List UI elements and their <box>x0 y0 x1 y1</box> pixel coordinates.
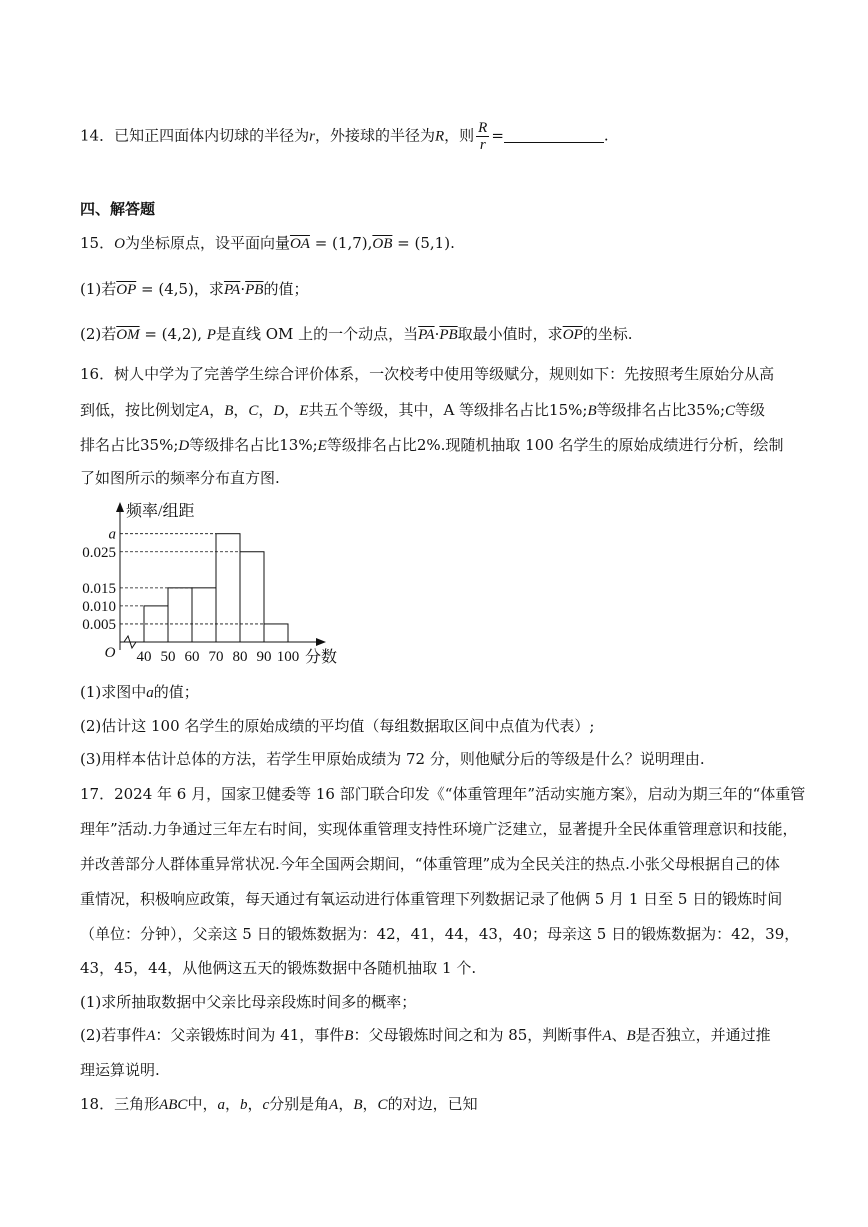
q16-l2-o: 等级 <box>735 401 766 419</box>
q15-dot-2: · <box>434 325 440 343</box>
q18-a: 18．三角形 <box>80 1095 160 1113</box>
q15-p2-mid-2: 取最小值时，求 <box>457 325 563 343</box>
q14-frac-num: R <box>478 120 488 136</box>
q18-angle-B: B <box>353 1097 363 1113</box>
q16-l2-c: ， <box>209 401 225 419</box>
q16-line-4: 了如图所示的频率分布直方图. <box>80 469 280 487</box>
q15-p1-mid: ，求 <box>193 280 224 298</box>
q17-event-A: A <box>146 1028 156 1044</box>
q14-text-3: ，则 <box>444 126 475 145</box>
q18-stem <box>80 1094 478 1115</box>
q14-r: r <box>309 128 315 145</box>
q14-fraction <box>476 120 489 153</box>
q17-line-3: 并改善部分人群体重异常状况.今年全国两会期间，“体重管理”成为全民关注的热点.小张父母根据自己的体 <box>80 855 780 873</box>
q15-part-1 <box>80 279 308 300</box>
q18-side-c: c <box>262 1097 270 1113</box>
q15-number: 15． <box>80 234 115 252</box>
q15-p1-val: = (4,5) <box>136 280 194 298</box>
q18-e: ， <box>224 1095 240 1113</box>
x-tick-label-2: 60 <box>184 649 200 665</box>
q16-line-1: 16．树人中学为了完善学生综合评价体系，一次校考中使用等级赋分，规则如下：先按照考生原始分从高 <box>80 365 775 383</box>
histogram-bar-3 <box>216 534 240 642</box>
histogram-bar-5 <box>264 624 288 642</box>
q14-equals: = <box>491 126 504 145</box>
q15-val-1: = (1,7), <box>309 234 373 252</box>
q15-vec-PB-2: $\overline{PB}$ <box>439 327 458 343</box>
q16-l2-k: 共五个等级，其中，A 等级排名占比15%; <box>308 401 588 419</box>
q17-event-B: B <box>344 1028 354 1044</box>
q14-number: 14． <box>80 126 115 145</box>
q14-answer-blank[interactable] <box>504 128 604 143</box>
histogram-bar-2 <box>192 588 216 642</box>
q18-m: ， <box>362 1095 378 1113</box>
y-tick-label-1: 0.010 <box>82 598 116 615</box>
q18-triangle: ABC <box>159 1097 188 1113</box>
q18-angle-C: C <box>377 1097 388 1113</box>
q16-part-1 <box>80 682 199 703</box>
q16-grade-B-2: B <box>587 403 597 419</box>
q16-grade-C-2: C <box>725 403 736 419</box>
q16-l2-g: ， <box>258 401 274 419</box>
q15-dot: · <box>240 280 246 298</box>
q14-frac-den: r <box>479 137 486 153</box>
q15-stem <box>80 233 455 254</box>
q18-angle-A: A <box>329 1097 339 1113</box>
q15-vec-PA-2: $\overline{PA}$ <box>418 327 435 343</box>
x-axis-label: 分数 <box>305 649 338 666</box>
q14-R: R <box>434 128 445 145</box>
q16-grade-C: C <box>248 403 259 419</box>
q15-p2-pre: (2)若 <box>80 325 117 343</box>
q16-grade-D: D <box>273 403 285 419</box>
q16-part-2: (2)估计这 100 名学生的原始成绩的平均值（每组数据取区间中点值为代表）; <box>80 717 595 735</box>
q16-l2-a: 到低，按比例划定 <box>80 401 201 419</box>
q15-p1-pre: (1)若 <box>80 280 117 298</box>
q16-grade-A: A <box>200 403 210 419</box>
q16-l2-e: ， <box>233 401 249 419</box>
q16-l2-i: ， <box>284 401 300 419</box>
q18-g: ， <box>247 1095 263 1113</box>
q18-side-b: b <box>239 1097 248 1113</box>
q14-text-1: 已知正四面体内切球的半径为 <box>114 126 310 145</box>
x-tick-label-4: 80 <box>232 649 248 665</box>
q16-grade-B: B <box>224 403 234 419</box>
q16-line-3 <box>80 435 784 456</box>
q17-part-2-cont: 理运算说明. <box>80 1061 160 1079</box>
histogram-bar-4 <box>240 552 264 642</box>
q17-p2-c: ：父亲锻炼时间为 41，事件 <box>155 1026 345 1044</box>
y-axis-label: 频率/组距 <box>126 503 195 520</box>
q17-p2-i: 是否独立，并通过推 <box>635 1026 771 1044</box>
y-tick-label-0: 0.005 <box>82 616 116 633</box>
q16-line-2 <box>80 400 765 421</box>
section-heading: 四、解答题 <box>80 200 156 218</box>
q15-text-1: 为坐标原点，设平面向量 <box>124 234 290 252</box>
q17-line-5: （单位：分钟），父亲这 5 日的锻炼数据为：42，41，44，43，40；母亲这 5 日的锻炼数据为：42，39， <box>80 925 800 943</box>
x-tick-label-1: 50 <box>160 649 176 665</box>
x-tick-label-5: 90 <box>256 649 272 665</box>
q15-vec-OB: $\overline{OB}$ <box>372 236 393 252</box>
q17-p2-g: 、 <box>611 1026 627 1044</box>
x-tick-label-3: 70 <box>208 649 224 665</box>
q17-event-A-2: A <box>602 1028 612 1044</box>
q16-l3-e: 等级排名占比2%.现随机抽取 100 名学生的原始成绩进行分析，绘制 <box>326 436 784 454</box>
q15-part-2 <box>80 324 632 345</box>
y-tick-label-2: 0.015 <box>82 580 116 597</box>
q16-p1-var-a: a <box>146 685 154 701</box>
q15-end: . <box>450 234 455 252</box>
x-tick-label-6: 100 <box>276 649 300 665</box>
q17-part-2 <box>80 1025 771 1046</box>
origin-label: O <box>104 645 116 661</box>
q16-grade-E-2: E <box>317 438 327 454</box>
q15-vec-OP-2: $\overline{OP}$ <box>562 327 583 343</box>
q16-part-3: (3)用样本估计总体的方法，若学生甲原始成绩为 72 分，则他赋分后的等级是什么？说明理由. <box>80 750 705 768</box>
histogram-bar-1 <box>168 588 192 642</box>
q17-p2-e: ：父母锻炼时间之和为 85，判断事件 <box>353 1026 603 1044</box>
q14-text-2: ，外接球的半径为 <box>314 126 435 145</box>
x-tick-label-0: 40 <box>136 649 152 665</box>
q15-p2-mid: 是直线 OM 上的一个动点，当 <box>215 325 419 343</box>
q18-k: ， <box>338 1095 354 1113</box>
q15-val-2: = (5,1) <box>392 234 451 252</box>
y-axis-arrow <box>116 502 124 512</box>
q17-event-B-2: B <box>626 1028 636 1044</box>
q15-vec-PA: $\overline{PA}$ <box>223 282 241 298</box>
q16-p1-c: 的值； <box>153 683 199 701</box>
q15-p1-end: 的值； <box>263 280 309 298</box>
y-tick-label-3: 0.025 <box>82 544 116 561</box>
x-axis-arrow <box>316 638 326 646</box>
q17-line-4: 重情况，积极响应政策，每天通过有氧运动进行体重管理下列数据记录了他俩 5 月 1 日至 5 日的锻炼时间 <box>80 890 783 908</box>
q15-vec-OM: $\overline{OM}$ <box>116 327 140 343</box>
q18-c: 中， <box>187 1095 218 1113</box>
q15-P: P <box>206 327 216 343</box>
q17-line-1: 17．2024 年 6 月，国家卫健委等 16 部门联合印发《“体重管理年”活动实施方案》，启动为期三年的“体重管 <box>80 785 806 803</box>
q18-o: 的对边，已知 <box>387 1095 478 1113</box>
q14-end: . <box>603 126 609 145</box>
q15-p2-val: = (4,2), <box>139 325 207 343</box>
q18-i: 分别是角 <box>269 1095 330 1113</box>
y-tick-label-4: a <box>108 526 116 543</box>
frequency-histogram <box>78 496 348 668</box>
q16-l3-a: 排名占比35%; <box>80 436 179 454</box>
q15-vec-OP: $\overline{OP}$ <box>116 282 137 298</box>
q17-line-2: 理年”活动.力争通过三年左右时间，实现体重管理支持性环境广泛建立，显著提升全民体重管理意识和技能， <box>80 820 798 838</box>
q16-l2-m: 等级排名占比35%; <box>596 401 726 419</box>
q17-part-1: (1)求所抽取数据中父亲比母亲段炼时间多的概率； <box>80 993 417 1011</box>
q15-vec-PB: $\overline{PB}$ <box>245 282 264 298</box>
q14-line <box>80 120 609 153</box>
q15-vec-OA: $\overline{OA}$ <box>289 236 310 252</box>
q16-grade-D-2: D <box>178 438 190 454</box>
q16-p1-a: (1)求图中 <box>80 683 147 701</box>
q15-p2-end: 的坐标. <box>582 325 633 343</box>
q17-line-6: 43，45，44，从他俩这五天的锻炼数据中各随机抽取 1 个. <box>80 959 477 977</box>
q18-side-a: a <box>217 1097 225 1113</box>
q17-p2-a: (2)若事件 <box>80 1026 147 1044</box>
q16-l3-c: 等级排名占比13%; <box>189 436 318 454</box>
q16-grade-E: E <box>299 403 309 419</box>
q15-O: O <box>114 236 125 252</box>
